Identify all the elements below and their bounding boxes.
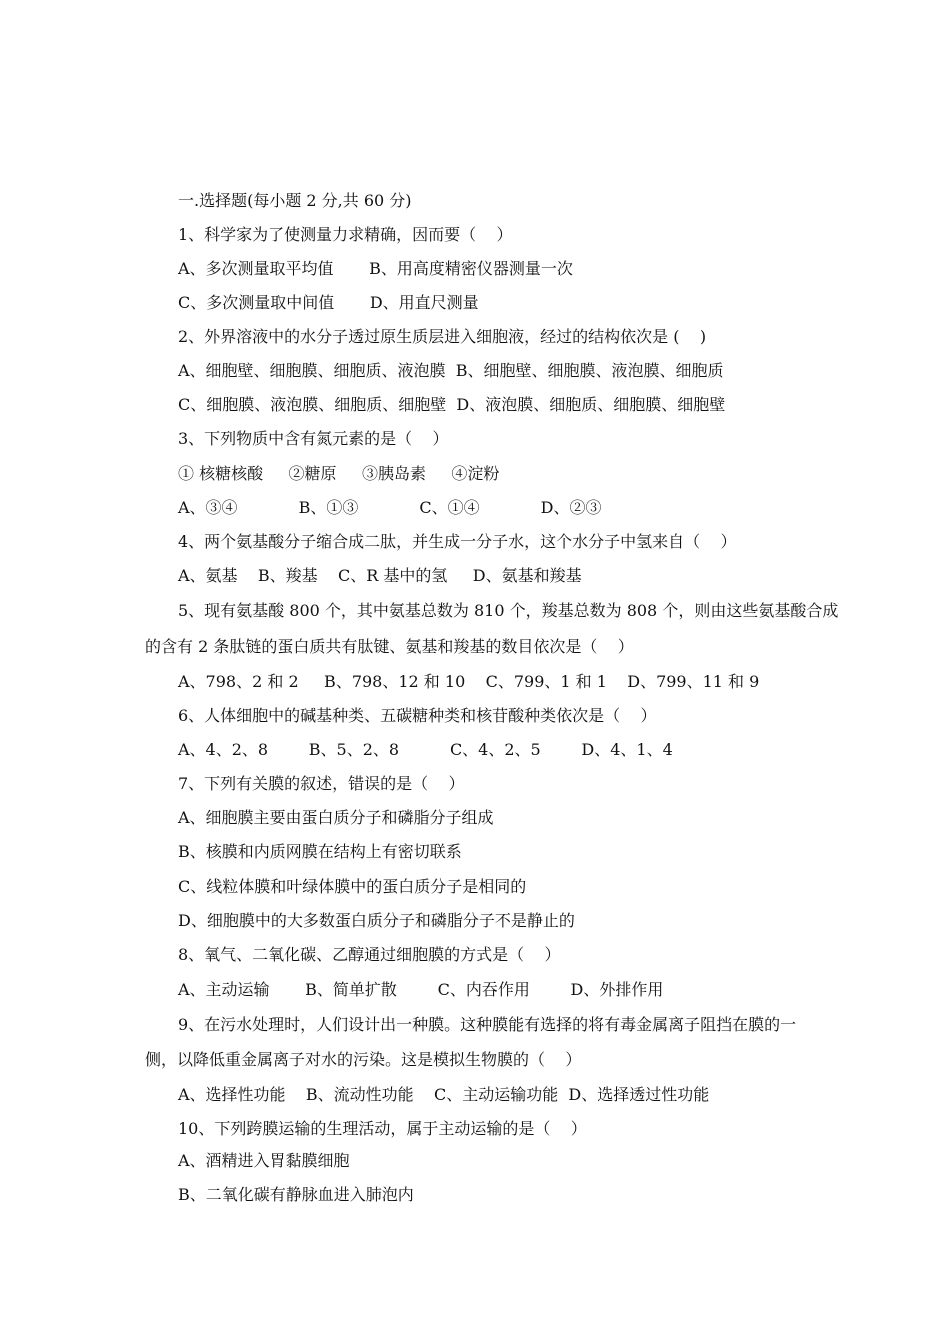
question-9-continued: 侧，以降低重金属离子对水的污染。这是模拟生物膜的（ ）: [145, 1050, 582, 1069]
section-heading: 一.选择题(每小题 2 分,共 60 分): [178, 191, 412, 210]
question-9-options: A、选择性功能 B、流动性功能 C、主动运输功能 D、选择透过性功能: [178, 1085, 710, 1104]
question-2-options-cd: C、细胞膜、液泡膜、细胞质、细胞壁 D、液泡膜、细胞质、细胞膜、细胞壁: [178, 395, 726, 414]
question-4: 4、两个氨基酸分子缩合成二肽，并生成一分子水，这个水分子中氢来自（ ）: [178, 532, 737, 551]
question-7-option-a: A、细胞膜主要由蛋白质分子和磷脂分子组成: [178, 808, 494, 827]
question-10-option-b: B、二氧化碳有静脉血进入肺泡内: [178, 1185, 414, 1204]
question-2-options-ab: A、细胞壁、细胞膜、细胞质、液泡膜 B、细胞壁、细胞膜、液泡膜、细胞质: [178, 361, 724, 380]
question-7-option-d: D、细胞膜中的大多数蛋白质分子和磷脂分子不是静止的: [178, 911, 575, 930]
question-6-options: A、4、2、8 B、5、2、8 C、4、2、5 D、4、1、4: [178, 740, 673, 759]
question-10: 10、下列跨膜运输的生理活动，属于主动运输的是（ ）: [178, 1119, 587, 1138]
question-8: 8、氧气、二氧化碳、乙醇通过细胞膜的方式是（ ）: [178, 945, 561, 964]
question-10-option-a: A、酒精进入胃黏膜细胞: [178, 1151, 350, 1170]
question-7-option-c: C、线粒体膜和叶绿体膜中的蛋白质分子是相同的: [178, 877, 527, 896]
question-4-options: A、氨基 B、羧基 C、R 基中的氢 D、氨基和羧基: [178, 566, 582, 585]
question-9: 9、在污水处理时，人们设计出一种膜。这种膜能有选择的将有毒金属离子阻挡在膜的一: [178, 1015, 797, 1034]
question-3-items: ① 核糖核酸 ②糖原 ③胰岛素 ④淀粉: [178, 464, 500, 483]
question-1-options-ab: A、多次测量取平均值 B、用高度精密仪器测量一次: [178, 259, 573, 278]
question-1-options-cd: C、多次测量取中间值 D、用直尺测量: [178, 293, 479, 312]
question-5-continued: 的含有 2 条肽链的蛋白质共有肽键、氨基和羧基的数目依次是（ ）: [145, 637, 634, 656]
question-5: 5、现有氨基酸 800 个，其中氨基总数为 810 个，羧基总数为 808 个，则由这些氨基酸合成: [178, 601, 839, 620]
question-3: 3、下列物质中含有氮元素的是（ ）: [178, 429, 449, 448]
question-5-options: A、798、2 和 2 B、798、12 和 10 C、799、1 和 1 D、799、11 和 9: [178, 672, 760, 691]
question-3-options: A、③④ B、①③ C、①④ D、②③: [178, 498, 602, 517]
question-1: 1、科学家为了使测量力求精确，因而要（ ）: [178, 225, 513, 244]
question-7: 7、下列有关膜的叙述，错误的是（ ）: [178, 774, 465, 793]
question-7-option-b: B、核膜和内质网膜在结构上有密切联系: [178, 842, 462, 861]
question-6: 6、人体细胞中的碱基种类、五碳糖种类和核苷酸种类依次是（ ）: [178, 706, 657, 725]
question-2: 2、外界溶液中的水分子透过原生质层进入细胞液，经过的结构依次是 ( ): [178, 327, 707, 346]
question-8-options: A、主动运输 B、简单扩散 C、内吞作用 D、外排作用: [178, 980, 664, 999]
